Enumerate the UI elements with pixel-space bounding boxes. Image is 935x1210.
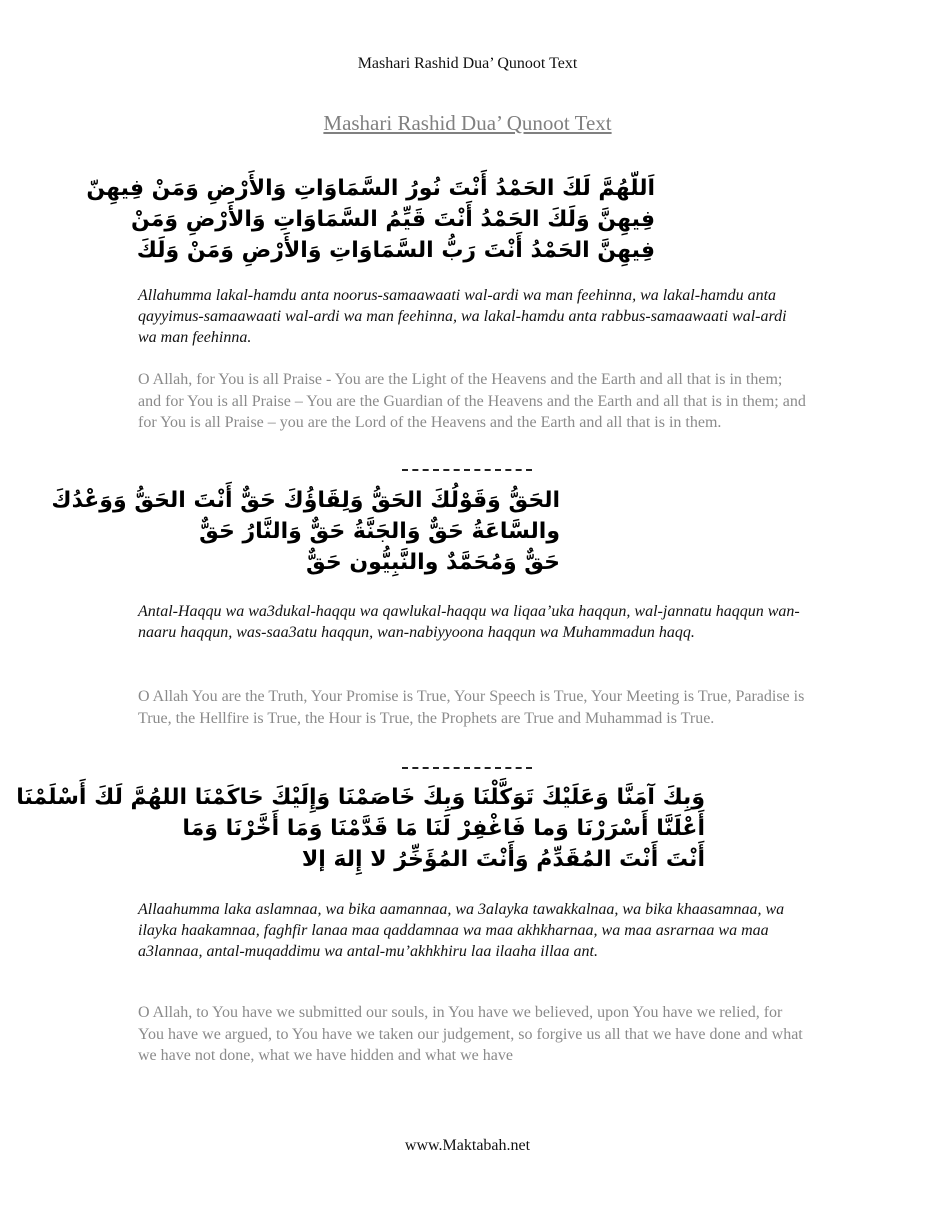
document-title: Mashari Rashid Dua’ Qunoot Text [323, 111, 612, 135]
arabic-line: أَعْلَنَّا أَسْرَرْنَا وَما فَاغْفِرْ لَنَا مَا قَدَّمْنَا وَمَا أَخَّرْنَا وَمَا [182, 816, 705, 841]
transliteration-section-2: Antal-Haqqu wa wa3dukal-haqqu wa qawlukal-haqqu wa liqaa’uka haqqun, wal-jannatu haqqun wan-naaru haqqun, was-saa3atu haqqun, wan-nabiyyoona haqqun wa Muhammadun haqq. [138, 603, 800, 641]
arabic-text-section-2 [0, 485, 560, 578]
section-separator [402, 767, 532, 769]
section-separator [402, 469, 532, 471]
arabic-line: فِيهِنَّ وَلَكَ الحَمْدُ أَنْتَ قَيِّمُ السَّمَاوَاتِ وَالأَرْضِ وَمَنْ [130, 207, 655, 232]
arabic-line: وَبِكَ آمَنَّا وَعَلَيْكَ تَوَكَّلْنَا وَبِكَ خَاصَمْنَا وَإِلَيْكَ حَاكَمْنَا اللهُمَّ لَكَ أَسْلَمْنَا [16, 785, 705, 810]
arabic-text-section-3 [16, 782, 705, 875]
arabic-line: فِيهِنَّ الحَمْدُ أَنْتَ رَبُّ السَّمَاوَاتِ وَالأَرْضِ وَمَنْ وَلَكَ [136, 238, 655, 263]
page-header-title: Mashari Rashid Dua’ Qunoot Text [357, 55, 578, 72]
arabic-line: أَنْتَ أَنْتَ المُقَدِّمُ وَأَنْتَ المُؤَخِّرُ لا إِلهَ إلا [301, 847, 705, 872]
arabic-line: والسَّاعَةُ حَقٌّ وَالجَنَّةُ حَقٌّ وَالنَّارُ حَقٌّ [199, 519, 560, 544]
translation-section-3: O Allah, to You have we submitted our souls, in You have we believed, upon You have we relied, for You have we argued, to You have we taken our judgement, so forgive us all that we have done and what we have not done, what we have hidden and what we have [138, 1004, 803, 1064]
footer-website: www.Maktabah.net [404, 1137, 531, 1154]
arabic-text-section-1 [86, 173, 655, 266]
arabic-line: اَللّهُمَّ لَكَ الحَمْدُ أَنْتَ نُورُ السَّمَاوَاتِ وَالأَرْضِ وَمَنْ فِيهِنّ [86, 176, 655, 201]
transliteration-section-1: Allahumma lakal-hamdu anta noorus-samaawaati wal-ardi wa man feehinna, wa lakal-hamdu anta qayyimus-samaawaati wal-ardi wa man feehinna, wa lakal-hamdu anta rabbus-samaawaati wal-ardi wa man feehinna. [138, 287, 787, 346]
transliteration-section-3: Allaahumma laka aslamnaa, wa bika aamannaa, wa 3alayka tawakkalnaa, wa bika khaasamnaa, wa ilayka haakamnaa, faghfir lanaa maa qaddamnaa wa maa akhkharnaa, wa maa asrarnaa wa maa a3lannaa, antal-muqaddimu wa antal-mu’akhkhiru laa ilaaha illaa ant. [138, 901, 785, 960]
arabic-line: حَقٌّ وَمُحَمَّدٌ والنَّبِيُّون حَقٌّ [306, 550, 560, 575]
translation-section-2: O Allah You are the Truth, Your Promise is True, Your Speech is True, Your Meeting is True, Paradise is True, the Hellfire is True, the Hour is True, the Prophets are True and Muhammad is True. [138, 688, 805, 727]
arabic-line: الحَقُّ وَقَوْلُكَ الحَقُّ وَلِقَاؤُكَ حَقٌّ أَنْتَ الحَقُّ وَوَعْدُكَ [51, 488, 560, 513]
translation-section-1: O Allah, for You is all Praise - You are the Light of the Heavens and the Earth and all that is in them; and for You is all Praise – You are the Guardian of the Heavens and the Earth and all that is in them; and for You is all Praise – you are the Lord of the Heavens and the Earth and all that is in them. [138, 371, 806, 431]
